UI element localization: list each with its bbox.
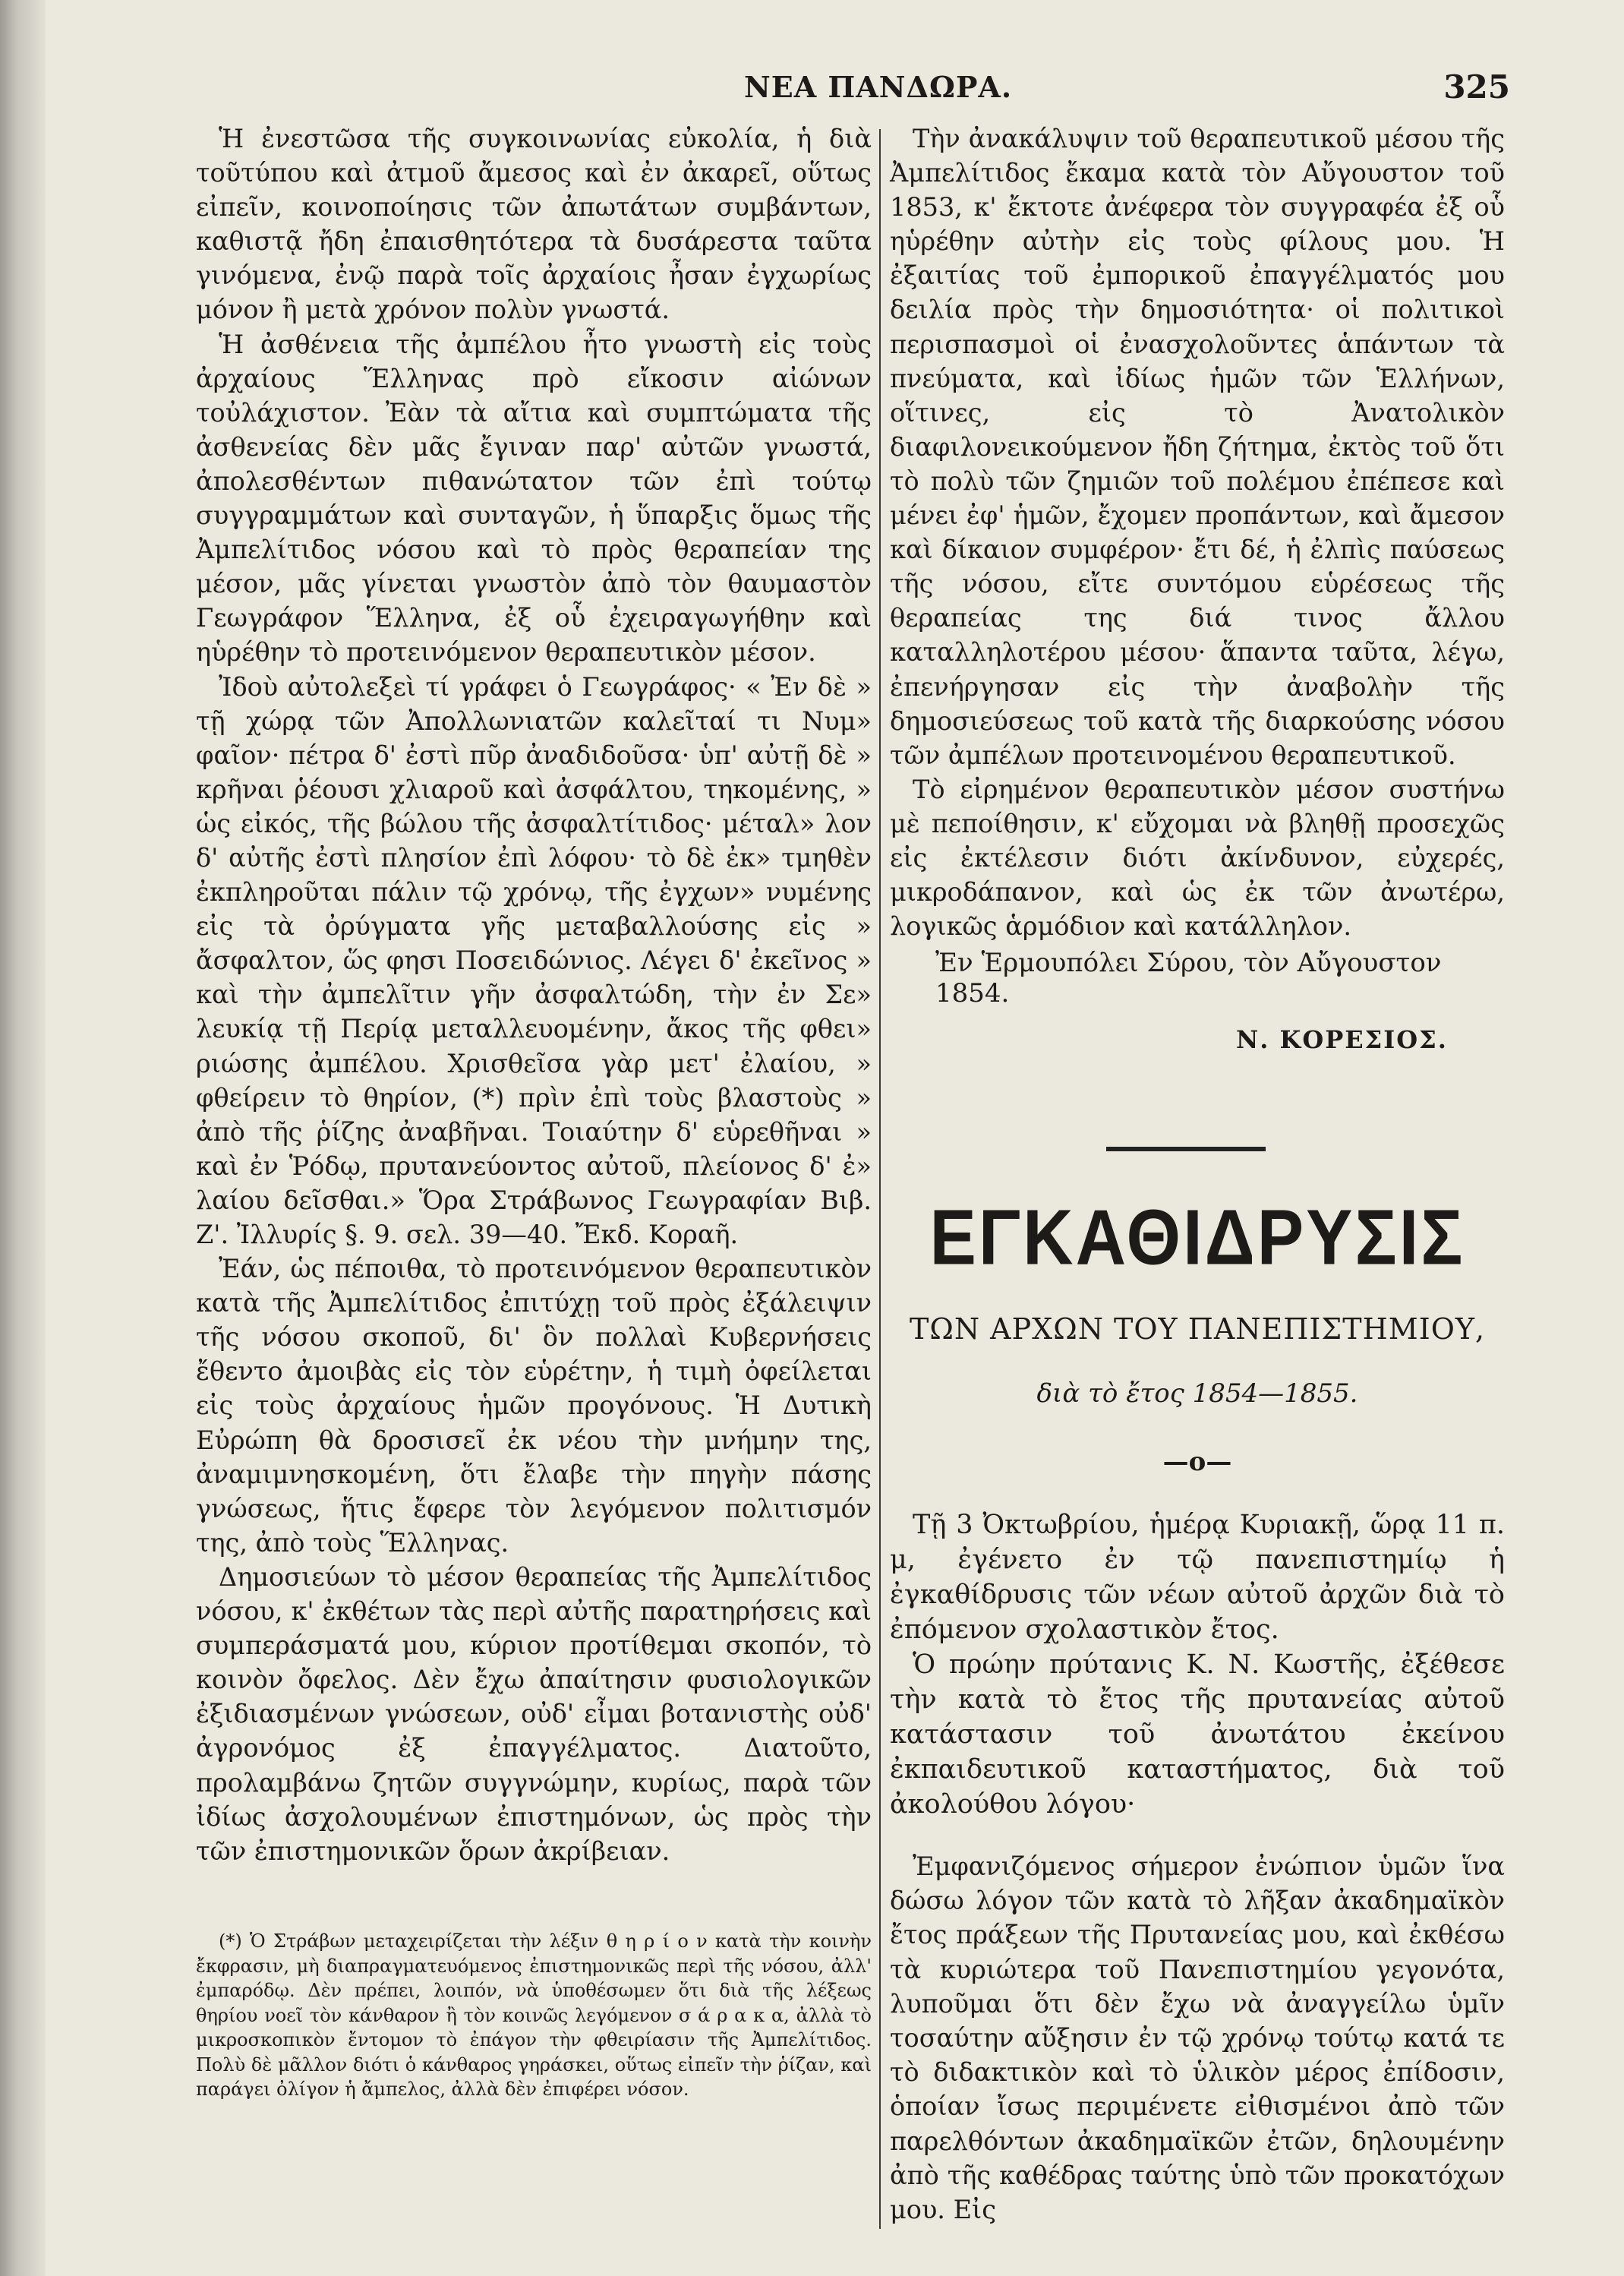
intro-paragraph-1: Τῇ 3 Ὀκτωβρίου, ἡμέρᾳ Κυριακῇ, ὥρᾳ 11 π. μ, ἐγένετο ἐν τῷ πανεπιστημίῳ ἡ ἐγκαθίδρυσις τῶν νέων αὐτοῦ ἀρχῶν διὰ τὸ ἐπόμενον σχολαστικὸν ἔτος. bbox=[890, 1510, 1505, 1645]
right-paragraph-2: Τὸ εἰρημένον θεραπευτικὸν μέσον συστήνω μὲ πεποίθησιν, κ' εὔχομαι νὰ βληθῇ προσεχῶς εἰς ἐκτέλεσιν διότι ἀκίνδυνον, εὐχερές, μικροδάπανον, καὶ ὡς ἐκ τῶν ἀνωτέρω, λογικῶς ἁρμόδιον καὶ κατάλληλον. bbox=[890, 774, 1505, 942]
section-subtitle: ΤΩΝ ΑΡΧΩΝ ΤΟΥ ΠΑΝΕΠΙΣΤΗΜΙΟΥ, bbox=[909, 1312, 1486, 1346]
left-paragraph-5: Δημοσιεύων τὸ μέσον θεραπείας τῆς Ἀμπελίτιδος νόσου, κ' ἐκθέτων τὰς περὶ αὐτῆς παρατηρήσεις καὶ συμπεράσματά μου, κύριον προτίθεμαι σκοπόν, τὸ κοινὸν ὄφελος. Δὲν ἔχω ἀπαίτησιν φυσιολογικῶν ἐξιδιασμένων γνώσεων, οὐδ' εἶμαι βοτανιστὴς οὐδ' ἀγρονόμος ἐξ ἐπαγγέλματος. Διατοῦτο, προλαμβάνω ζητῶν συγγνώμην, κυρίως, παρὰ τῶν ἰδίως ἀσχολουμένων ἐπιστημόνων, ὡς πρὸς τὴν τῶν ἐπιστημονικῶν ὅρων ἀκρίβειαν. bbox=[196, 1561, 872, 1866]
left-paragraph-1: Ἡ ἐνεστῶσα τῆς συγκοινωνίας εὐκολία, ἡ διὰ τοῦτύπου καὶ ἀτμοῦ ἄμεσος καὶ ἐν ἀκαρεῖ, οὕτως εἰπεῖν, κοινοποίησις τῶν ἀπωτάτων συμβάντων, καθιστᾷ ἤδη ἐπαισθητότερα τὰ δυσάρεστα ταῦτα γινόμενα, ἐνῷ παρὰ τοῖς ἀρχαίοις ἦσαν ἐγχωρίως μόνον ἢ μετὰ χρόνον πολὺν γνωστά. bbox=[196, 124, 872, 325]
speech-paragraph: Ἐμφανιζόμενος σήμερον ἐνώπιον ὑμῶν ἵνα δώσω λόγον τῶν κατὰ τὸ λῆξαν ἀκαδημαϊκὸν ἔτος πράξεων τῆς Πρυτανείας μου, καὶ ἐκθέσω τὰ κυριώτερα τοῦ Πανεπιστημίου γεγονότα, λυποῦμαι ὅτι δὲν ἔχω νὰ ἀναγγείλω ὑμῖν τοσαύτην αὔξησιν ἐν τῷ χρόνῳ τούτῳ κατά τε τὸ διδακτικὸν καὶ τὸ ὑλικὸν μέρος ἐπίδοσιν, ὁποίαν ἴσως περιμένετε εἰθισμένοι ἀπὸ τῶν παρελθόντων ἀκαδημαϊκῶν ἐτῶν, δηλουμένην ἀπὸ τῆς καθέδρας ταύτης ὑπὸ τῶν προκατόχων μου. Εἰς bbox=[890, 1851, 1505, 2225]
author-signature: Ν. ΚΟΡΕΣΙΟΣ. bbox=[1236, 1025, 1448, 1054]
column-divider bbox=[879, 129, 881, 2229]
section-separator bbox=[1106, 1147, 1266, 1151]
footnote-text: (*) Ὁ Στράβων μεταχειρίζεται τὴν λέξιν θ η ρ ί ο ν κατὰ τὴν κοινὴν ἔκφρασιν, μὴ διαπραγματευόμενος ἐπιστημονικῶς περὶ τῆς νόσου, ἀλλ' ἐμπαρόδῳ. Δὲν πρέπει, λοιπόν, νὰ ὑποθέσωμεν ὅτι διὰ τῆς λέξεως θηρίου νοεῖ τὸν κάνθαρον ἢ τὸν κοινῶς λεγόμενον σ ά ρ α κ α, ἀλλὰ τὸ μικροσκοπικὸν ἔντομον τὸ ἐπάγον τὴν φθειρίασιν τῆς Ἀμπελίτιδος. Πολὺ δὲ μᾶλλον διότι ὁ κάνθαρος γηράσκει, οὕτως εἰπεῖν τὴν ῥίζαν, καὶ παράγει ὀλίγον ἡ ἄμπελος, ἀλλὰ δὲν ἐπιφέρει νόσον. bbox=[196, 1930, 872, 2100]
right-column bbox=[890, 122, 1505, 943]
section-intro bbox=[890, 1507, 1505, 1822]
left-column bbox=[196, 122, 872, 1868]
left-paragraph-4: Ἐάν, ὡς πέποιθα, τὸ προτεινόμενον θεραπευτικὸν κατὰ τῆς Ἀμπελίτιδος ἐπιτύχῃ τοῦ πρὸς ἐξάλειψιν τῆς νόσου σκοποῦ, δι' ὃν πολλαὶ Κυβερνήσεις ἔθεντο ἀμοιβὰς εἰς τὸν εὑρέτην, ἡ τιμὴ ὀφείλεται εἰς τοὺς ἀρχαίους ἡμῶν προγόνους. Ἡ Δυτικὴ Εὐρώπη θὰ δροσισεῖ ἐκ νέου τὴν μνήμην της, ἀναμιμνησκομένη, ὅτι ἔλαβε τὴν πηγὴν πάσης γνώσεως, ἥτις ἔφερε τὸν λεγόμενον πολιτισμόν της, ἀπὸ τοὺς Ἕλληνας. bbox=[196, 1254, 872, 1558]
left-paragraph-3: Ἰδοὺ αὐτολεξεὶ τί γράφει ὁ Γεωγράφος· « Ἐν δὲ » τῇ χώρᾳ τῶν Ἀπολλωνιατῶν καλεῖταί τι Νυμ» φαῖον· πέτρα δ' ἐστὶ πῦρ ἀναδιδοῦσα· ὑπ' αὐτῇ δὲ » κρῆναι ῥέουσι χλιαροῦ καὶ ἀσφάλτου, τηκομένης, » ὡς εἰκός, τῆς βώλου τῆς ἀσφαλτίτιδος· μέταλ» λον δ' αὐτῆς ἐστὶ πλησίον ἐπὶ λόφου· τὸ δὲ ἐκ» τμηθὲν ἐκπληροῦται πάλιν τῷ χρόνῳ, τῆς ἐγχων» νυμένης εἰς τὰ ὀρύγματα γῆς μεταβαλλούσης εἰς » ἄσφαλτον, ὥς φησι Ποσειδώνιος. Λέγει δ' ἐκεῖνος » καὶ τὴν ἀμπελῖτιν γῆν ἀσφαλτώδη, τὴν ἐν Σε» λευκίᾳ τῇ Περίᾳ μεταλλευομένην, ἄκος τῆς φθει» ριώσης ἀμπέλου. Χρισθεῖσα γὰρ μετ' ἐλαίου, » φθείρειν τὸ θηρίον, (*) πρὶν ἐπὶ τοὺς βλαστοὺς » ἀπὸ τῆς ῥίζης ἀναβῆναι. Τοιαύτην δ' εὑρεθῆναι » καὶ ἐν Ῥόδῳ, πρυτανεύοντος αὐτοῦ, πλείονος δ' ἐ» λαίου δεῖσθαι.» Ὅρα Στράβωνος Γεωγραφίαν Βιβ. Ζ'. Ἰλλυρίς §. 9. σελ. 39—40. Ἔκδ. Κοραῆ. bbox=[196, 671, 872, 1249]
intro-paragraph-2: Ὁ πρώην πρύτανις Κ. Ν. Κωστῆς, ἐξέθεσε τὴν κατὰ τὸ ἔτος τῆς πρυτανείας αὐτοῦ κατάστασιν τοῦ ἀνωτάτου ἐκείνου ἐκπαιδευτικοῦ καταστήματος, διὰ τοῦ ἀκολούθου λόγου· bbox=[890, 1649, 1505, 1820]
date-line: Ἐν Ἑρμουπόλει Σύρου, τὸν Αὔγουστον 1854. bbox=[935, 948, 1442, 1009]
left-paragraph-2: Ἡ ἀσθένεια τῆς ἀμπέλου ἦτο γνωστὴ εἰς τοὺς ἀρχαίους Ἕλληνας πρὸ εἴκοσιν αἰώνων τοὐλάχιστον. Ἐὰν τὰ αἴτια καὶ συμπτώματα τῆς ἀσθενείας δὲν μᾶς ἔγιναν παρ' αὐτῶν γνωστά, ἀπολεσθέντων πιθανώτατον τῶν ἐπὶ τούτῳ συγγραμμάτων καὶ συνταγῶν, ἡ ὕπαρξις ὅμως τῆς Ἀμπελίτιδος νόσου καὶ τὸ πρὸς θεραπείαν της μέσον, μᾶς γίνεται γνωστὸν ἀπὸ τὸν θαυμαστὸν Γεωγράφον Ἕλληνα, ἐξ οὗ ἐχειραγωγήθην καὶ ηὑρέθην τὸ προτεινόμενον θεραπευτικὸν μέσον. bbox=[196, 329, 872, 668]
section-dash-ornament: —ο— bbox=[1162, 1447, 1232, 1477]
page-number: 325 bbox=[1443, 68, 1510, 106]
footnote bbox=[196, 1929, 872, 2102]
right-paragraph-1: Τὴν ἀνακάλυψιν τοῦ θεραπευτικοῦ μέσου τῆς Ἀμπελίτιδος ἔκαμα κατὰ τὸν Αὔγουστον τοῦ 1853, κ' ἔκτοτε ἀνέφερα τὸν συγγραφέα ἐξ οὗ ηὑρέθην αὐτὴν εἰς τοὺς φίλους μου. Ἡ ἐξαιτίας τοῦ ἐμπορικοῦ ἐπαγγέλματός μου δειλία πρὸς τὴν δημοσιότητα· οἱ πολιτικοὶ περισπασμοὶ οἱ ἐνασχολοῦντες ἁπάντων τὰ πνεύματα, καὶ ἰδίως ἡμῶν τῶν Ἑλλήνων, οἵτινες, εἰς τὸ Ἀνατολικὸν διαφιλονεικούμενον ἤδη ζήτημα, ἐκτὸς τοῦ ὅτι τὸ πολὺ τῶν ζημιῶν τοῦ πολέμου ἐπέπεσε καὶ μένει ἐφ' ἡμῶν, ἔχομεν προπάντων, καὶ ἄμεσον καὶ δίκαιον συμφέρον· ἔτι δέ, ἡ ἐλπὶς παύσεως τῆς νόσου, εἴτε συντόμου εὑρέσεως τῆς θεραπείας της διά τινος ἄλλου καταλληλοτέρου μέσου· ἅπαντα ταῦτα, λέγω, ἐπενήργησαν εἰς τὴν ἀναβολὴν τῆς δημοσιεύσεως τοῦ κατὰ τῆς διαρκούσης νόσου τῶν ἀμπέλων προτεινομένου θεραπευτικοῦ. bbox=[890, 124, 1505, 770]
section-year-line: διὰ τὸ ἔτος 1854—1855. bbox=[1036, 1378, 1358, 1409]
section-title: ΕΓΚΑΘΙΔΡΥΣΙΣ bbox=[929, 1194, 1465, 1282]
speech-text bbox=[890, 1849, 1505, 2227]
journal-title: ΝΕΑ ΠΑΝΔΩΡΑ. bbox=[744, 70, 1013, 104]
binding-gutter bbox=[0, 0, 46, 2276]
